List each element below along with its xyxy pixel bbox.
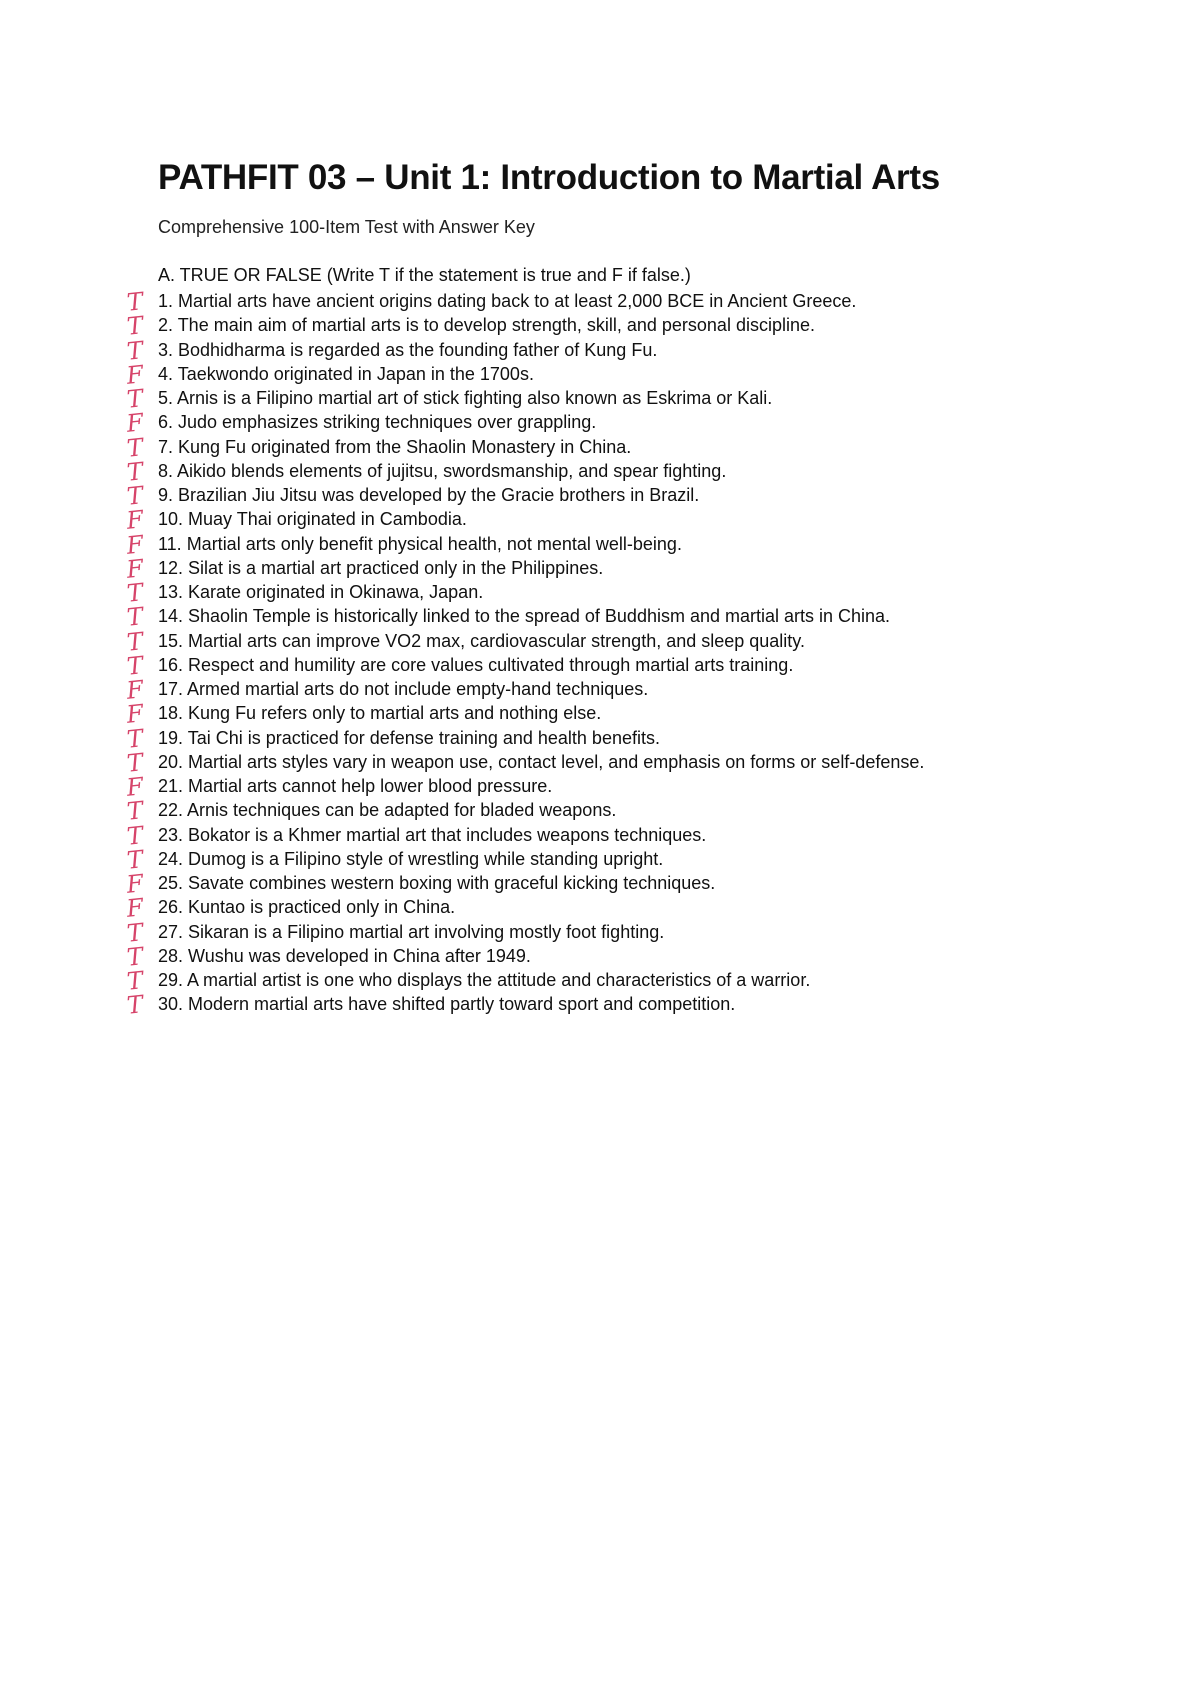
handwritten-answer-mark: T: [125, 820, 145, 851]
question-text: 20. Martial arts styles vary in weapon use, contact level, and emphasis on forms or self-defense.: [158, 751, 925, 772]
question-item: [125, 990, 924, 1021]
question-text: 25. Savate combines western boxing with graceful kicking techniques.: [158, 873, 716, 893]
question-item: [125, 505, 924, 536]
handwritten-answer-mark: T: [125, 335, 145, 366]
question-item: [125, 675, 924, 705]
handwritten-answer-mark: F: [125, 893, 145, 924]
question-item: [125, 481, 924, 511]
handwritten-answer-mark: T: [125, 578, 145, 608]
question-item: [125, 820, 924, 851]
handwritten-answer-mark: F: [125, 359, 145, 390]
question-text: 26. Kuntao is practiced only in China.: [158, 897, 456, 918]
question-item: [125, 335, 924, 366]
question-text: 10. Muay Thai originated in Cambodia.: [158, 509, 467, 530]
handwritten-answer-mark: F: [125, 553, 145, 584]
question-item: [125, 626, 924, 657]
question-item: [125, 869, 924, 899]
question-item: [125, 287, 924, 317]
question-text: 1. Martial arts have ancient origins dating back to at least 2,000 BCE in Ancient Greece.: [158, 291, 857, 311]
handwritten-answer-mark: T: [125, 966, 145, 996]
handwritten-answer-mark: T: [125, 432, 145, 463]
question-text: 3. Bodhidharma is regarded as the founding father of Kung Fu.: [158, 339, 658, 360]
document-subtitle: Comprehensive 100-Item Test with Answer Key: [158, 217, 535, 237]
question-text: 16. Respect and humility are core values cultivated through martial arts training.: [158, 654, 794, 675]
question-item: [125, 772, 924, 802]
question-item: [125, 723, 924, 754]
question-text: 6. Judo emphasizes striking techniques over grappling.: [158, 412, 597, 433]
question-text: 5. Arnis is a Filipino martial art of stick fighting also known as Eskrima or Kali.: [158, 388, 773, 408]
question-text: 28. Wushu was developed in China after 1949.: [158, 945, 531, 966]
question-text: 22. Arnis techniques can be adapted for bladed weapons.: [158, 800, 617, 821]
question-text: 11. Martial arts only benefit physical health, not mental well-being.: [158, 533, 682, 554]
question-item: [125, 553, 924, 584]
handwritten-answer-mark: F: [125, 408, 145, 439]
handwritten-answer-mark: F: [125, 869, 145, 899]
question-item: [125, 384, 924, 414]
question-item: [125, 747, 925, 778]
question-item: [125, 602, 924, 633]
question-text: 12. Silat is a martial art practiced only in the Philippines.: [158, 557, 604, 578]
question-item: [125, 893, 924, 924]
handwritten-answer-mark: F: [125, 529, 145, 560]
question-text: 29. A martial artist is one who displays the attitude and characteristics of a warrior.: [158, 970, 811, 990]
handwritten-answer-mark: T: [125, 990, 145, 1021]
question-item: [125, 311, 924, 342]
document-title: PATHFIT 03 – Unit 1: Introduction to Martial Arts: [158, 158, 940, 197]
question-text: 7. Kung Fu originated from the Shaolin Monastery in China.: [158, 436, 632, 457]
question-text: 23. Bokator is a Khmer martial art that includes weapons techniques.: [158, 824, 707, 845]
question-list: [125, 287, 925, 1021]
handwritten-answer-mark: T: [125, 626, 145, 657]
question-text: 8. Aikido blends elements of jujitsu, swordsmanship, and spear fighting.: [158, 460, 727, 481]
question-item: [125, 578, 924, 608]
question-text: 9. Brazilian Jiu Jitsu was developed by the Gracie brothers in Brazil.: [158, 485, 700, 505]
handwritten-answer-mark: T: [125, 941, 145, 972]
handwritten-answer-mark: T: [125, 796, 145, 827]
question-text: 24. Dumog is a Filipino style of wrestling while standing upright.: [158, 848, 664, 869]
section-heading-true-false: A. TRUE OR FALSE (Write T if the statement is true and F if false.): [158, 265, 691, 285]
question-item: [125, 359, 924, 390]
question-item: [125, 432, 924, 463]
handwritten-answer-mark: T: [125, 481, 145, 511]
question-item: [125, 941, 924, 972]
question-text: 4. Taekwondo originated in Japan in the 1700s.: [158, 363, 534, 384]
question-text: 18. Kung Fu refers only to martial arts and nothing else.: [158, 703, 602, 724]
question-item: [125, 844, 924, 875]
question-item: [125, 529, 924, 560]
question-item: [125, 408, 924, 439]
handwritten-answer-mark: F: [125, 675, 145, 705]
question-item: [125, 699, 924, 730]
handwritten-answer-mark: T: [125, 287, 145, 317]
handwritten-answer-mark: F: [125, 505, 145, 536]
question-text: 14. Shaolin Temple is historically linked to the spread of Buddhism and martial arts in China.: [158, 606, 891, 627]
question-item: [125, 966, 924, 996]
handwritten-answer-mark: T: [125, 650, 145, 681]
handwritten-answer-mark: T: [125, 917, 145, 948]
handwritten-answer-mark: T: [125, 747, 145, 778]
handwritten-answer-mark: T: [125, 723, 145, 754]
handwritten-answer-mark: T: [125, 384, 145, 414]
question-text: 19. Tai Chi is practiced for defense training and health benefits.: [158, 727, 660, 748]
question-text: 30. Modern martial arts have shifted partly toward sport and competition.: [158, 994, 736, 1015]
question-item: [125, 456, 924, 487]
question-item: [125, 917, 924, 948]
handwritten-answer-mark: T: [125, 456, 145, 487]
handwritten-answer-mark: F: [125, 772, 145, 802]
handwritten-answer-mark: F: [125, 699, 145, 730]
handwritten-answer-mark: T: [125, 844, 145, 875]
handwritten-answer-mark: T: [125, 602, 145, 633]
handwritten-answer-mark: T: [125, 311, 145, 342]
question-item: [125, 796, 924, 827]
question-text: 21. Martial arts cannot help lower blood pressure.: [158, 776, 553, 796]
question-text: 2. The main aim of martial arts is to develop strength, skill, and personal discipline.: [158, 315, 815, 336]
question-item: [125, 650, 924, 681]
question-text: 27. Sikaran is a Filipino martial art involving mostly foot fighting.: [158, 921, 665, 942]
question-text: 13. Karate originated in Okinawa, Japan.: [158, 582, 484, 602]
question-text: 15. Martial arts can improve VO2 max, cardiovascular strength, and sleep quality.: [158, 630, 805, 651]
question-text: 17. Armed martial arts do not include empty-hand techniques.: [158, 679, 649, 699]
